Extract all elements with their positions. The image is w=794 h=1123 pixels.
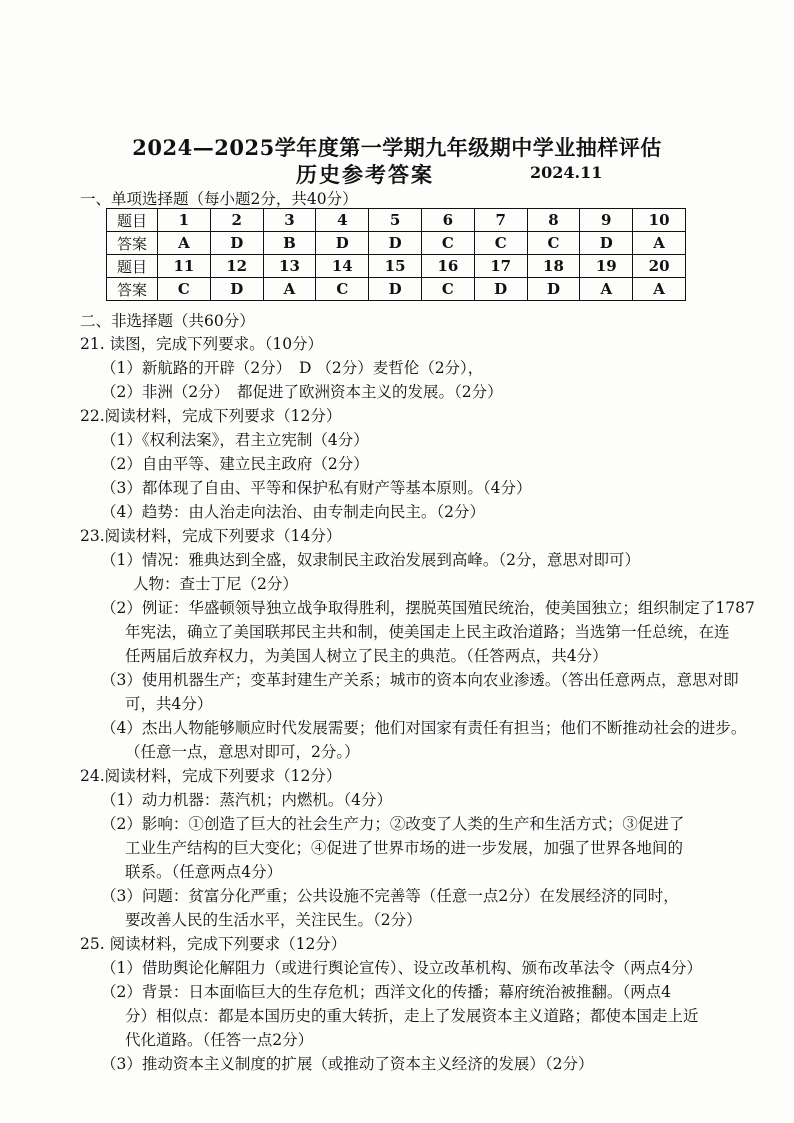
section-1-heading: 一、单项选择题（每小题2分，共40分）	[80, 190, 358, 208]
document-title: 2024—2025学年度第一学期九年级期中学业抽样评估	[132, 135, 662, 160]
question-number: 7	[474, 209, 527, 232]
question-number: 1	[158, 209, 211, 232]
answer-line: 分）相似点：都是本国历史的重大转折，走上了发展资本主义道路；都使本国走上近	[125, 1007, 699, 1025]
answer-line: （2）背景：日本面临巨大的生存危机；西洋文化的传播；幕府统治被推翻。（两点4	[101, 983, 671, 1001]
answer-cell: C	[421, 278, 474, 301]
answer-cell: D	[369, 232, 422, 255]
row-label-answer: 答案	[107, 232, 158, 255]
answer-cell: C	[527, 232, 580, 255]
answer-cell: D	[210, 232, 263, 255]
answer-line: （2）例证：华盛顿领导独立战争取得胜利，摆脱英国殖民统治，使美国独立；组织制定了1787	[101, 599, 755, 617]
answer-line: 人物：查士丁尼（2分）	[133, 575, 298, 593]
document-date: 2024.11	[530, 163, 603, 182]
question-number: 3	[263, 209, 316, 232]
question-number: 4	[316, 209, 369, 232]
answer-cell: A	[158, 232, 211, 255]
question-number: 11	[158, 255, 211, 278]
answer-cell: D	[210, 278, 263, 301]
question-number: 9	[580, 209, 633, 232]
answer-line: 工业生产结构的巨大变化；④促进了世界市场的进一步发展，加强了世界各地间的	[125, 839, 684, 857]
answer-cell: C	[421, 232, 474, 255]
table-row	[107, 278, 686, 301]
section-2-heading: 二、非选择题（共60分）	[80, 312, 255, 330]
question-number: 18	[527, 255, 580, 278]
answer-table	[106, 208, 686, 301]
answer-line: （4）杰出人物能够顺应时代发展需要；他们对国家有责任有担当；他们不断推动社会的进步。	[101, 719, 747, 737]
answer-line: （1）新航路的开辟（2分） D （2分）麦哲伦（2分），	[101, 359, 484, 377]
question-21-heading: 21. 读图，完成下列要求。（10分）	[80, 335, 324, 353]
answer-cell: D	[580, 232, 633, 255]
answer-line: 年宪法，确立了美国联邦民主共和制，使美国走上民主政治道路；当选第一任总统，在连	[125, 623, 730, 641]
document-subtitle: 历史参考答案	[296, 162, 434, 187]
answer-line: （3）问题：贫富分化严重；公共设施不完善等（任意一点2分）在发展经济的同时，	[101, 887, 679, 905]
question-24-heading: 24.阅读材料，完成下列要求（12分）	[80, 767, 342, 785]
table-row	[107, 209, 686, 232]
table-row	[107, 255, 686, 278]
answer-line: 要改善人民的生活水平，关注民生。（2分）	[125, 911, 422, 929]
row-label-question: 题目	[107, 209, 158, 232]
answer-cell: C	[474, 232, 527, 255]
question-number: 6	[421, 209, 474, 232]
question-23-heading: 23.阅读材料，完成下列要求（14分）	[80, 527, 342, 545]
row-label-question: 题目	[107, 255, 158, 278]
question-number: 16	[421, 255, 474, 278]
answer-cell: D	[316, 232, 369, 255]
answer-cell: A	[633, 278, 686, 301]
answer-line: （3）使用机器生产；变革封建生产关系；城市的资本向农业渗透。（答出任意两点，意思对即	[101, 671, 739, 689]
answer-cell: D	[527, 278, 580, 301]
answer-line: 任两届后放弃权力，为美国人树立了民主的典范。（任答两点，共4分）	[125, 647, 608, 665]
question-number: 13	[263, 255, 316, 278]
answer-line: （3）推动资本主义制度的扩展（或推动了资本主义经济的发展）（2分）	[101, 1055, 594, 1073]
answer-line: 代化道路。（任答一点2分）	[125, 1031, 314, 1049]
answer-line: （4）趋势：由人治走向法治、由专制走向民主。（2分）	[101, 503, 485, 521]
question-25-heading: 25. 阅读材料，完成下列要求（12分）	[80, 935, 347, 953]
answer-line: （任意一点，意思对即可，2分。）	[125, 743, 360, 761]
answer-line: （3）都体现了自由、平等和保护私有财产等基本原则。（4分）	[101, 479, 532, 497]
answer-line: （1）动力机器：蒸汽机；内燃机。（4分）	[101, 791, 392, 809]
question-number: 12	[210, 255, 263, 278]
question-number: 5	[369, 209, 422, 232]
answer-line: （1）借助舆论化解阻力（或进行舆论宣传）、设立改革机构、颁布改革法令（两点4分）	[101, 959, 702, 977]
question-22-heading: 22.阅读材料，完成下列要求（12分）	[80, 407, 342, 425]
answer-cell: A	[263, 278, 316, 301]
answer-cell: C	[316, 278, 369, 301]
answer-cell: B	[263, 232, 316, 255]
answer-line: （2）非洲（2分） 都促进了欧洲资本主义的发展。（2分）	[101, 383, 503, 401]
answer-line: 联系。（任意两点4分）	[125, 863, 283, 881]
answer-line: （2）自由平等、建立民主政府（2分）	[101, 455, 369, 473]
question-number: 10	[633, 209, 686, 232]
answer-line: （1）情况：雅典达到全盛，奴隶制民主政治发展到高峰。（2分，意思对即可）	[101, 551, 640, 569]
question-number: 14	[316, 255, 369, 278]
question-number: 8	[527, 209, 580, 232]
row-label-answer: 答案	[107, 278, 158, 301]
answer-line: 可，共4分）	[125, 695, 213, 713]
answer-cell: D	[369, 278, 422, 301]
answer-line: （1）《权利法案》，君主立宪制（4分）	[101, 431, 369, 449]
answer-cell: C	[158, 278, 211, 301]
question-number: 20	[633, 255, 686, 278]
question-number: 15	[369, 255, 422, 278]
answer-line: （2）影响：①创造了巨大的社会生产力；②改变了人类的生产和生活方式；③促进了	[101, 815, 685, 833]
answer-cell: D	[474, 278, 527, 301]
answer-cell: A	[633, 232, 686, 255]
question-number: 19	[580, 255, 633, 278]
table-row	[107, 232, 686, 255]
answer-cell: A	[580, 278, 633, 301]
question-number: 2	[210, 209, 263, 232]
question-number: 17	[474, 255, 527, 278]
